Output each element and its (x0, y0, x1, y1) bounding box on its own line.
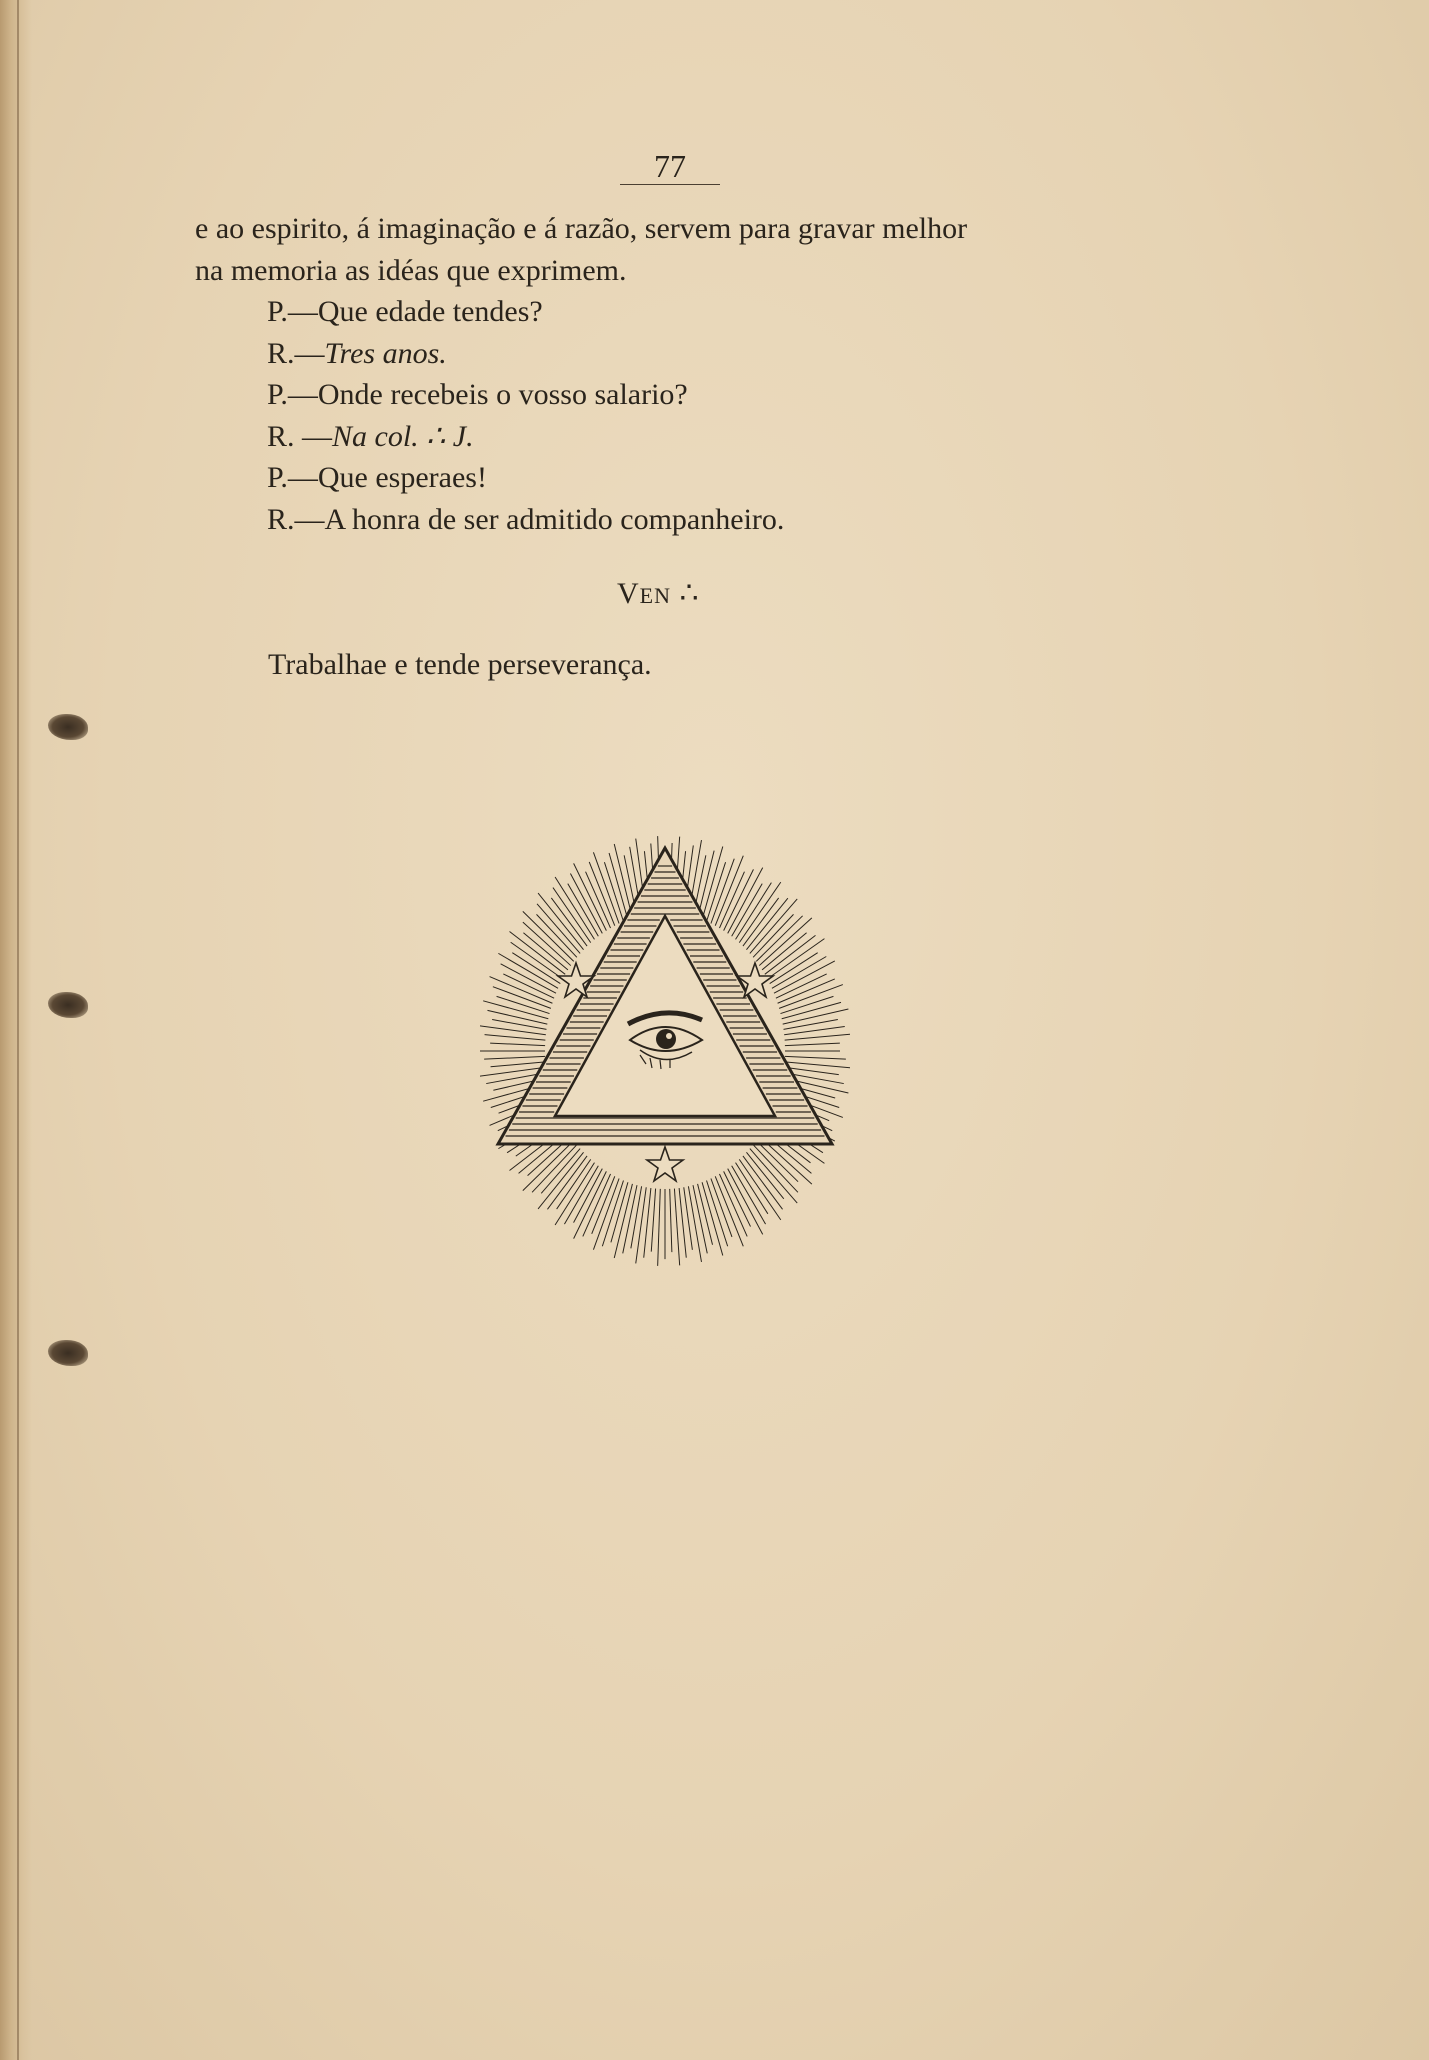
dialogue-line (195, 333, 1195, 375)
ray-line (557, 1159, 591, 1209)
ray-line (490, 977, 553, 1004)
speaker: P. (267, 461, 288, 494)
ray-line (785, 1062, 850, 1068)
ray-line (772, 957, 826, 989)
paragraph-line-1: e ao espirito, á imaginação e á razão, servem para gravar melhor (195, 212, 968, 245)
ray-line (715, 1176, 743, 1246)
ray-line (743, 898, 779, 946)
ray-line (631, 1186, 642, 1248)
ray-line (574, 1169, 603, 1223)
ray-line (765, 935, 816, 974)
ray-line (498, 953, 558, 988)
dash: — (294, 336, 325, 370)
body-text (195, 208, 1195, 540)
dialogue-text: Tres anos. (324, 336, 447, 370)
ray-line (670, 1189, 672, 1252)
ray-line (750, 1149, 797, 1203)
ray-line (724, 869, 754, 930)
ray-line (684, 1187, 693, 1249)
ray-line (490, 1043, 545, 1045)
ray-line (568, 884, 599, 937)
dash: — (287, 461, 318, 494)
dialogue-text: Que esperaes! (317, 461, 487, 494)
dialogue-line (195, 374, 1195, 416)
ray-line (750, 899, 797, 953)
signature (617, 576, 700, 611)
ray-line (715, 856, 743, 926)
speaker: R. (267, 502, 295, 536)
speaker: R. (267, 336, 295, 370)
ray-line (774, 961, 835, 993)
binding-hole-middle (48, 992, 88, 1018)
binding-line (17, 0, 19, 2060)
dash: — (287, 378, 318, 411)
dash: — (294, 419, 333, 453)
ray-line (541, 1149, 580, 1194)
ray-line (688, 1186, 701, 1262)
ray-line (753, 914, 793, 957)
ray-line (586, 872, 611, 928)
dialogue-text: Que edade tendes? (317, 295, 543, 328)
ray-line (583, 1174, 611, 1237)
speaker: P. (267, 295, 288, 328)
signature-mark: ∴ (671, 577, 700, 610)
dialogue-text: Onde recebeis o vosso salario? (317, 378, 688, 411)
ray-line (719, 872, 744, 928)
ray-line (785, 1034, 850, 1040)
ray-line (736, 883, 772, 940)
dialogue-line (195, 457, 1195, 499)
ray-line (732, 1166, 766, 1224)
speaker: P. (267, 378, 288, 411)
ray-line (564, 1166, 598, 1224)
ray-line (536, 914, 576, 957)
binding-hole-top (48, 714, 88, 740)
page-number: 77 (620, 148, 720, 185)
eye-of-providence-triangle-with-stars-icon (480, 836, 850, 1266)
dialogue-line (195, 416, 1195, 458)
speaker: R. (267, 419, 295, 453)
ray-line (492, 1020, 546, 1030)
dash: — (287, 295, 318, 328)
ray-line (551, 898, 587, 946)
ray-line (651, 1189, 655, 1252)
dash: — (294, 502, 325, 536)
dialogue-text: A honra de ser admitido companheiro. (324, 502, 785, 536)
paragraph-line-2: na memoria as idéas que exprimem. (195, 253, 627, 287)
binding-edge (0, 0, 32, 2060)
ray-line (592, 1176, 615, 1233)
ray-line (732, 884, 763, 937)
binding-hole-bottom (48, 1340, 88, 1366)
ray-line (711, 859, 734, 924)
ray-line (746, 1152, 783, 1198)
dialogue-text: Na col. ∴ J. (332, 419, 474, 453)
dialogue-line (195, 291, 1195, 333)
ray-line (491, 1062, 546, 1067)
ray-line (658, 1189, 661, 1266)
dialogue-line (195, 499, 1195, 541)
ray-line (485, 1035, 546, 1041)
signature-initial: V (617, 577, 640, 610)
ray-line (484, 1056, 545, 1059)
ray-line (785, 1043, 840, 1045)
ray-line (783, 1009, 849, 1024)
ray-line (756, 1141, 798, 1182)
signature-rest: EN (639, 583, 671, 608)
ray-line (487, 1010, 547, 1024)
ray-line (719, 1174, 747, 1237)
ray-line (784, 1020, 838, 1030)
ray-line (674, 1189, 679, 1266)
closing-line: Trabalhae e tende perseverança. (268, 648, 652, 681)
ray-line (785, 1056, 846, 1059)
